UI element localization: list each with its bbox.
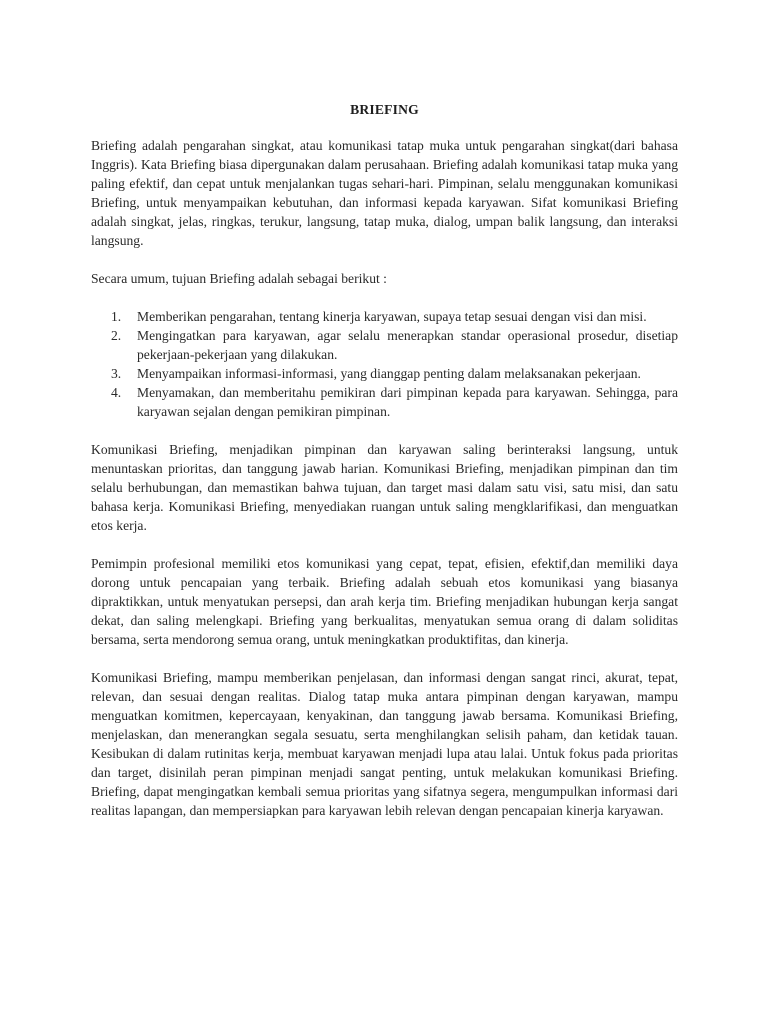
list-item bbox=[91, 364, 678, 383]
list-item bbox=[91, 326, 678, 364]
list-item bbox=[91, 307, 678, 326]
list-number: 4. bbox=[111, 385, 122, 400]
list-item bbox=[91, 383, 678, 421]
list-number: 2. bbox=[111, 328, 122, 343]
list-item-text: Mengingatkan para karyawan, agar selalu menerapkan standar operasional prosedur, disetiap pekerjaan-pekerjaan yang dilakukan. bbox=[137, 328, 678, 362]
list-item-text: Memberikan pengarahan, tentang kinerja karyawan, supaya tetap sesuai dengan visi dan misi. bbox=[137, 309, 647, 324]
paragraph-clarity: Komunikasi Briefing, mampu memberikan penjelasan, dan informasi dengan sangat rinci, akurat, tepat, relevan, dan sesuai dengan realitas. Dialog tatap muka antara pimpinan dengan karyawan, mampu menguatkan komitmen, kepercayaan, kenyakinan, dan tanggung jawab bersama. Komunikasi Briefing, menjelaskan, dan menerangkan segala sesuatu, serta menghilangkan selisih paham, dan ketidak tauan. Kesibukan di dalam rutinitas kerja, membuat karyawan menjadi lupa atau lalai. Untuk fokus pada prioritas dan target, disinilah peran pimpinan menjadi sangat penting, untuk melakukan komunikasi Briefing. Briefing, dapat mengingatkan kembali semua prioritas yang sifatnya segera, mengumpulkan informasi dari realitas lapangan, dan mempersiapkan para karyawan lebih relevan dengan pencapaian kinerja karyawan. bbox=[91, 670, 678, 818]
list-intro: Secara umum, tujuan Briefing adalah sebagai berikut : bbox=[91, 271, 387, 286]
document-body bbox=[91, 100, 678, 839]
objectives-list bbox=[91, 307, 678, 421]
list-item-text: Menyamakan, dan memberitahu pemikiran dari pimpinan kepada para karyawan. Sehingga, para karyawan sejalan dengan pemikiran pimpinan. bbox=[137, 385, 678, 419]
list-number: 1. bbox=[111, 309, 122, 324]
paragraph-definition: Briefing adalah pengarahan singkat, atau komunikasi tatap muka untuk pengarahan singkat(dari bahasa Inggris). Kata Briefing biasa dipergunakan dalam perusahaan. Briefing adalah komunikasi tatap muka yang paling efektif, dan cepat untuk menjalankan tugas sehari-hari. Pimpinan, selalu menggunakan komunikasi Briefing, untuk menyampaikan kebutuhan, dan informasi kepada karyawan. Sifat komunikasi Briefing adalah singkat, jelas, ringkas, terukur, langsung, tatap muka, dialog, umpan balik langsung, dan interaksi langsung. bbox=[91, 138, 678, 248]
list-item-text: Menyampaikan informasi-informasi, yang dianggap penting dalam melaksanakan pekerjaan. bbox=[137, 366, 641, 381]
paragraph-interaction: Komunikasi Briefing, menjadikan pimpinan dan karyawan saling berinteraksi langsung, untuk menuntaskan prioritas, dan tanggung jawab harian. Komunikasi Briefing, menjadikan pimpinan dan tim selalu berhubungan, dan memastikan bahwa tujuan, dan target masi dalam satu visi, satu misi, dan satu bahasa kerja. Komunikasi Briefing, menyediakan ruangan untuk saling mengklarifikasi, dan menguatkan etos kerja. bbox=[91, 442, 678, 533]
page-title: BRIEFING bbox=[350, 102, 419, 117]
paragraph-leadership: Pemimpin profesional memiliki etos komunikasi yang cepat, tepat, efisien, efektif,dan memiliki daya dorong untuk pencapaian yang terbaik. Briefing adalah sebuah etos komunikasi yang biasanya dipraktikkan, untuk menyatukan persepsi, dan arah kerja tim. Briefing menjadikan hubungan kerja sangat dekat, dan saling melengkapi. Briefing yang berkualitas, menyatukan semua orang di dalam soliditas bersama, serta mendorong semua orang, untuk meningkatkan produktifitas, dan kinerja. bbox=[91, 556, 678, 647]
list-number: 3. bbox=[111, 366, 122, 381]
